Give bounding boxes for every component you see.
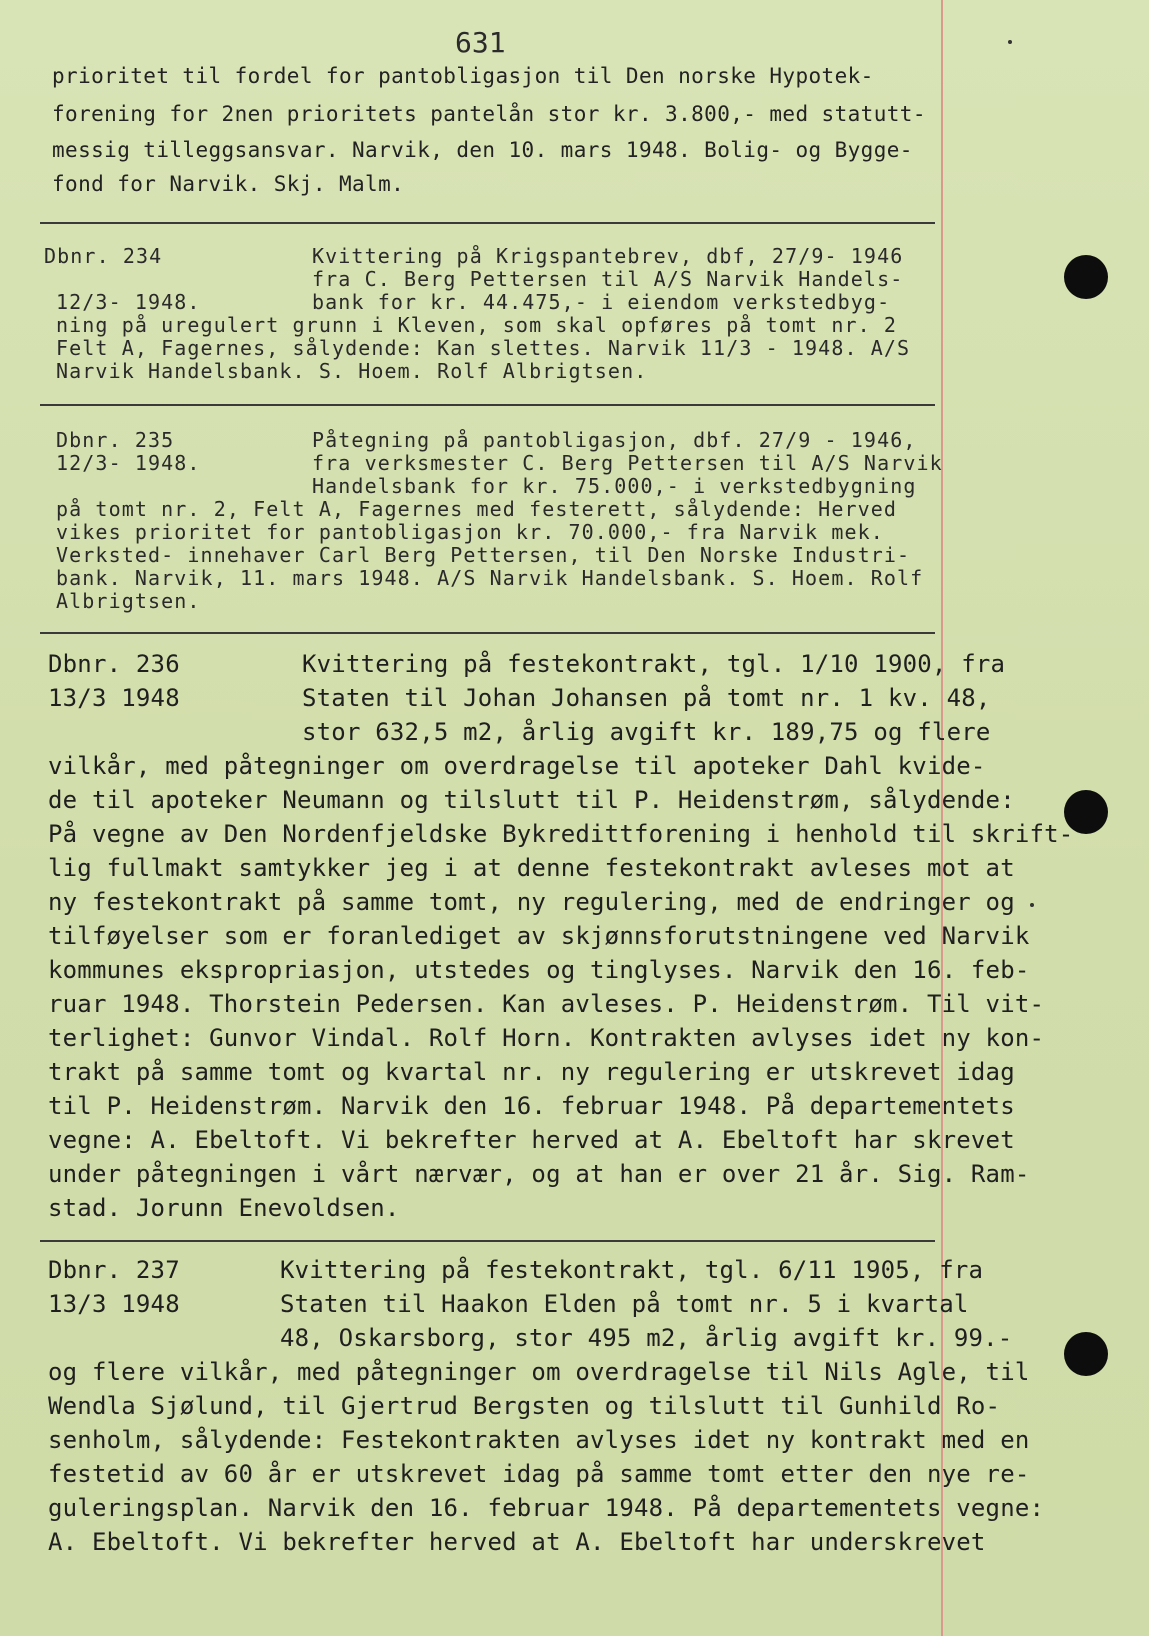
punch-hole-1 [1064, 255, 1108, 299]
entry-number: Dbnr. 236 [48, 650, 180, 678]
ink-speck [1030, 903, 1034, 907]
text-line: På vegne av Den Nordenfjeldske Bykredittforening i henhold til skrift- [48, 820, 1074, 848]
entry-separator [40, 222, 935, 224]
text-line: Wendla Sjølund, til Gjertrud Bergsten og tilslutt til Gunhild Ro- [48, 1392, 1001, 1420]
text-line: terlighet: Gunvor Vindal. Rolf Horn. Kontrakten avlyses idet ny kon- [48, 1024, 1045, 1052]
text-line: vikes prioritet for pantobligasjon kr. 70.000,- fra Narvik mek. [56, 520, 884, 544]
text-line: Verksted- innehaver Carl Berg Pettersen, til Den Norske Industri- [56, 543, 911, 567]
text-line: Narvik Handelsbank. S. Hoem. Rolf Albrigtsen. [56, 359, 648, 383]
page-number: 631 [455, 26, 506, 59]
entry-date: 13/3 1948 [48, 1290, 180, 1318]
text-line: ning på uregulert grunn i Kleven, som skal opføres på tomt nr. 2 [56, 313, 898, 337]
text-line: A. Ebeltoft. Vi bekrefter herved at A. Ebeltoft har underskrevet [48, 1528, 986, 1556]
text-line: Handelsbank for kr. 75.000,- i verkstedbygning [312, 474, 917, 498]
text-line: kommunes ekspropriasjon, utstedes og tinglyses. Narvik den 16. feb- [48, 956, 1030, 984]
red-margin-line [941, 0, 943, 1636]
text-line: fra C. Berg Pettersen til A/S Narvik Handels- [312, 267, 904, 291]
text-line: Felt A, Fagernes, sålydende: Kan slettes. Narvik 11/3 - 1948. A/S [56, 336, 911, 360]
text-line: festetid av 60 år er utskrevet idag på samme tomt etter den nye re- [48, 1460, 1030, 1488]
ink-speck [1008, 40, 1012, 44]
text-line: guleringsplan. Narvik den 16. februar 1948. På departementets vegne: [48, 1494, 1045, 1522]
text-line: på tomt nr. 2, Felt A, Fagernes med festerett, sålydende: Herved [56, 497, 898, 521]
text-line: tilføyelser som er foranlediget av skjønnsforutstningene ved Narvik [48, 922, 1030, 950]
text-line: til P. Heidenstrøm. Narvik den 16. februar 1948. På departementets [48, 1092, 1015, 1120]
text-line: vilkår, med påtegninger om overdragelse til apoteker Dahl kvide- [48, 752, 986, 780]
text-line: bank. Narvik, 11. mars 1948. A/S Narvik Handelsbank. S. Hoem. Rolf [56, 566, 924, 590]
text-line: ny festekontrakt på samme tomt, ny regulering, med de endringer og [48, 888, 1015, 916]
text-line: forening for 2nen prioritets pantelån stor kr. 3.800,- med statutt- [52, 102, 926, 126]
punch-hole-3 [1064, 1332, 1108, 1376]
text-line: lig fullmakt samtykker jeg i at denne festekontrakt avleses mot at [48, 854, 1015, 882]
text-line: fra verksmester C. Berg Pettersen til A/S Narvik [312, 451, 943, 475]
text-line: de til apoteker Neumann og tilslutt til P. Heidenstrøm, sålydende: [48, 786, 1015, 814]
text-line: under påtegningen i vårt nærvær, og at han er over 21 år. Sig. Ram- [48, 1160, 1030, 1188]
entry-date: 13/3 1948 [48, 684, 180, 712]
text-line: ruar 1948. Thorstein Pedersen. Kan avleses. P. Heidenstrøm. Til vit- [48, 990, 1045, 1018]
text-line: 48, Oskarsborg, stor 495 m2, årlig avgift kr. 99.- [280, 1324, 1013, 1352]
text-line: Kvittering på festekontrakt, tgl. 1/10 1900, fra [302, 650, 1006, 678]
entry-separator [40, 1240, 935, 1242]
text-line: messig tilleggsansvar. Narvik, den 10. mars 1948. Bolig- og Bygge- [52, 138, 913, 162]
text-line: og flere vilkår, med påtegninger om overdragelse til Nils Agle, til [48, 1358, 1030, 1386]
text-line: Påtegning på pantobligasjon, dbf. 27/9 - 1946, [312, 428, 917, 452]
entry-date: 12/3- 1948. [56, 290, 201, 314]
text-line: stor 632,5 m2, årlig avgift kr. 189,75 og flere [302, 718, 991, 746]
entry-date: 12/3- 1948. [56, 451, 201, 475]
text-line: Kvittering på Krigspantebrev, dbf, 27/9- 1946 [312, 244, 904, 268]
text-line: bank for kr. 44.475,- i eiendom verkstedbyg- [312, 290, 891, 314]
text-line: stad. Jorunn Enevoldsen. [48, 1194, 400, 1222]
text-line: Staten til Haakon Elden på tomt nr. 5 i kvartal [280, 1290, 969, 1318]
entry-separator [40, 404, 935, 406]
text-line: senholm, sålydende: Festekontrakten avlyses idet ny kontrakt med en [48, 1426, 1030, 1454]
entry-number: Dbnr. 237 [48, 1256, 180, 1284]
text-line: Staten til Johan Johansen på tomt nr. 1 kv. 48, [302, 684, 991, 712]
entry-number: Dbnr. 235 [56, 428, 175, 452]
text-line: vegne: A. Ebeltoft. Vi bekrefter herved at A. Ebeltoft har skrevet [48, 1126, 1015, 1154]
text-line: Kvittering på festekontrakt, tgl. 6/11 1905, fra [280, 1256, 984, 1284]
text-line: fond for Narvik. Skj. Malm. [52, 172, 405, 196]
text-line: trakt på samme tomt og kvartal nr. ny regulering er utskrevet idag [48, 1058, 1015, 1086]
text-line: prioritet til fordel for pantobligasjon til Den norske Hypotek- [52, 64, 874, 88]
entry-number: Dbnr. 234 [44, 244, 163, 268]
entry-separator [40, 632, 935, 634]
text-line: Albrigtsen. [56, 589, 201, 613]
